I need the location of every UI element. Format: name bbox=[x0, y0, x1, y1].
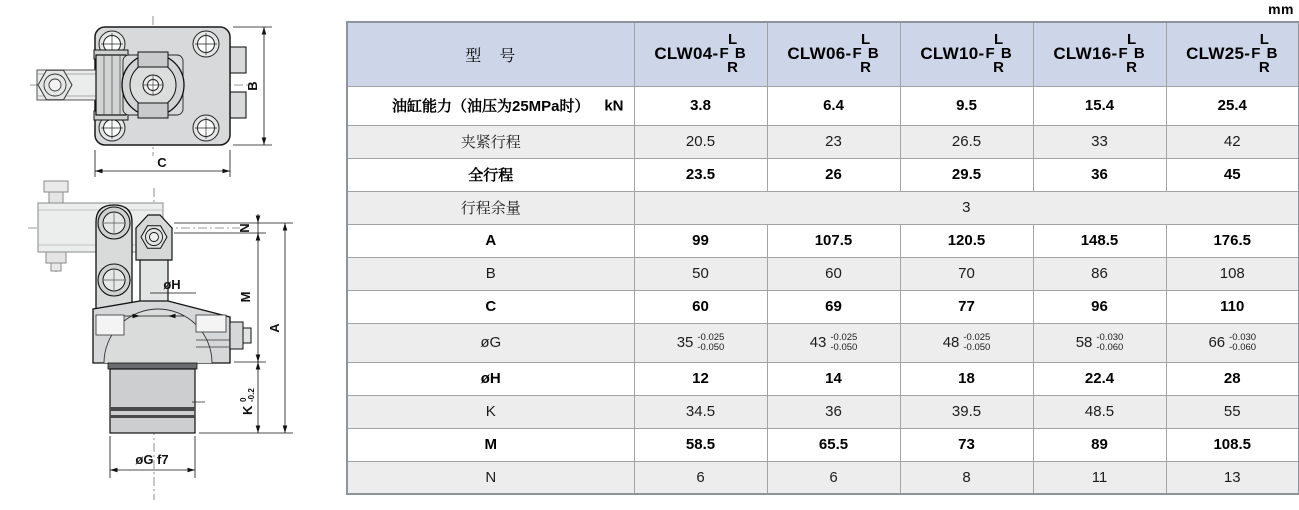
spec-row-label: N bbox=[347, 461, 634, 494]
spec-value: 50 bbox=[634, 257, 767, 290]
spec-value: 35 -0.025 -0.050 bbox=[634, 323, 767, 362]
bolt-hole bbox=[193, 31, 219, 57]
spec-value: 18 bbox=[900, 362, 1033, 395]
spec-value: 3.8 bbox=[634, 86, 767, 125]
spec-value: 148.5 bbox=[1033, 224, 1166, 257]
spec-value: 120.5 bbox=[900, 224, 1033, 257]
spec-value: 69 bbox=[767, 290, 900, 323]
model-header bbox=[634, 22, 767, 86]
model-variant-stack: L F B R bbox=[985, 31, 1013, 77]
spec-value: 26.5 bbox=[900, 125, 1033, 158]
dimension-k bbox=[256, 362, 261, 433]
spigot-cylinder bbox=[108, 363, 205, 433]
spec-value: 11 bbox=[1033, 461, 1166, 494]
spec-value: 55 bbox=[1166, 395, 1299, 428]
spec-value: 43 -0.025 -0.050 bbox=[767, 323, 900, 362]
table-row bbox=[347, 461, 1299, 494]
table-row bbox=[347, 395, 1299, 428]
bolt-hole bbox=[193, 115, 219, 141]
port bbox=[230, 92, 246, 118]
spec-row-label: 油缸能力（油压为25MPa时） kN bbox=[347, 86, 634, 125]
dim-k-tol-lower: -0.2 bbox=[247, 388, 256, 402]
spec-value: 9.5 bbox=[900, 86, 1033, 125]
table-row bbox=[347, 323, 1299, 362]
spec-value: 22.4 bbox=[1033, 362, 1166, 395]
spec-value: 23.5 bbox=[634, 158, 767, 191]
table-row bbox=[347, 428, 1299, 461]
spec-value: 58 -0.030 -0.060 bbox=[1033, 323, 1166, 362]
table-row bbox=[347, 362, 1299, 395]
spec-row-label: M bbox=[347, 428, 634, 461]
spec-value: 23 bbox=[767, 125, 900, 158]
spec-value: 108.5 bbox=[1166, 428, 1299, 461]
spec-value: 14 bbox=[767, 362, 900, 395]
spec-row-label: C bbox=[347, 290, 634, 323]
spec-row-label: 行程余量 bbox=[347, 191, 634, 224]
spec-value: 42 bbox=[1166, 125, 1299, 158]
model-prefix: CLW06- bbox=[787, 44, 852, 64]
spec-row-unit: kN bbox=[604, 97, 624, 114]
table-row bbox=[347, 158, 1299, 191]
spec-value: 70 bbox=[900, 257, 1033, 290]
spec-table-body bbox=[347, 86, 1299, 494]
spec-value: 96 bbox=[1033, 290, 1166, 323]
dim-g-label: øG f7 bbox=[135, 452, 169, 467]
spec-value: 6.4 bbox=[767, 86, 900, 125]
model-variant-stack: L F B R bbox=[719, 31, 747, 77]
spec-row-label: øH bbox=[347, 362, 634, 395]
spec-value: 110 bbox=[1166, 290, 1299, 323]
spec-row-label: B bbox=[347, 257, 634, 290]
spec-value: 48 -0.025 -0.050 bbox=[900, 323, 1033, 362]
spec-value: 6 bbox=[634, 461, 767, 494]
spec-value: 6 bbox=[767, 461, 900, 494]
spec-value: 29.5 bbox=[900, 158, 1033, 191]
model-variant-stack: L F B R bbox=[1118, 31, 1146, 77]
table-row bbox=[347, 191, 1299, 224]
spec-value: 34.5 bbox=[634, 395, 767, 428]
dim-h-label: øH bbox=[163, 277, 181, 292]
spec-row-label: øG bbox=[347, 323, 634, 362]
table-row bbox=[347, 257, 1299, 290]
spec-value: 176.5 bbox=[1166, 224, 1299, 257]
spec-row-label: 全行程 bbox=[347, 158, 634, 191]
spec-value: 15.4 bbox=[1033, 86, 1166, 125]
dim-a-label: A bbox=[267, 323, 282, 333]
spec-value: 86 bbox=[1033, 257, 1166, 290]
spec-value: 77 bbox=[900, 290, 1033, 323]
spec-value: 36 bbox=[1033, 158, 1166, 191]
dim-m-label: M bbox=[238, 291, 253, 303]
dim-k-tol-upper: 0 bbox=[239, 397, 248, 402]
cylinder-body bbox=[93, 301, 251, 363]
model-prefix: CLW04- bbox=[654, 44, 719, 64]
dim-c-label: C bbox=[157, 155, 167, 170]
side-view-drawing bbox=[0, 180, 310, 510]
spec-value: 89 bbox=[1033, 428, 1166, 461]
clamp-arm bbox=[37, 70, 99, 100]
spec-value: 99 bbox=[634, 224, 767, 257]
spec-value: 60 bbox=[634, 290, 767, 323]
spec-value: 8 bbox=[900, 461, 1033, 494]
model-header bbox=[767, 22, 900, 86]
spec-value: 20.5 bbox=[634, 125, 767, 158]
spec-value: 36 bbox=[767, 395, 900, 428]
table-row bbox=[347, 290, 1299, 323]
model-variant-stack: L F B R bbox=[1251, 31, 1279, 77]
spec-row-label: A bbox=[347, 224, 634, 257]
dimension-a bbox=[283, 223, 288, 433]
table-row bbox=[347, 125, 1299, 158]
model-header bbox=[1166, 22, 1299, 86]
table-row bbox=[347, 86, 1299, 125]
type-header: 型 号 bbox=[347, 22, 634, 86]
dim-n-label: N bbox=[237, 223, 252, 233]
spec-value: 12 bbox=[634, 362, 767, 395]
unit-label: mm bbox=[1268, 1, 1294, 17]
spec-value: 33 bbox=[1033, 125, 1166, 158]
central-boss bbox=[122, 52, 184, 118]
spec-value: 13 bbox=[1166, 461, 1299, 494]
top-view-drawing bbox=[0, 0, 300, 180]
table-row bbox=[347, 224, 1299, 257]
spec-value: 58.5 bbox=[634, 428, 767, 461]
spec-value: 39.5 bbox=[900, 395, 1033, 428]
dim-b-label: B bbox=[245, 81, 260, 91]
spec-value: 45 bbox=[1166, 158, 1299, 191]
spec-value: 65.5 bbox=[767, 428, 900, 461]
model-variant-stack: L F B R bbox=[852, 31, 880, 77]
spec-value: 48.5 bbox=[1033, 395, 1166, 428]
port bbox=[230, 47, 246, 73]
spec-value: 66 -0.030 -0.060 bbox=[1166, 323, 1299, 362]
spec-value: 25.4 bbox=[1166, 86, 1299, 125]
spec-row-label: K bbox=[347, 395, 634, 428]
header-row bbox=[347, 22, 1299, 86]
dimension-m bbox=[256, 233, 261, 362]
spec-value: 60 bbox=[767, 257, 900, 290]
spec-value: 26 bbox=[767, 158, 900, 191]
model-header bbox=[900, 22, 1033, 86]
model-prefix: CLW10- bbox=[920, 44, 985, 64]
spec-row-label: 夹紧行程 bbox=[347, 125, 634, 158]
model-header bbox=[1033, 22, 1166, 86]
spec-value: 28 bbox=[1166, 362, 1299, 395]
model-prefix: CLW25- bbox=[1186, 44, 1251, 64]
spec-value: 108 bbox=[1166, 257, 1299, 290]
spec-table bbox=[346, 21, 1299, 495]
model-prefix: CLW16- bbox=[1053, 44, 1118, 64]
spec-value-merged: 3 bbox=[634, 191, 1299, 224]
spec-value: 73 bbox=[900, 428, 1033, 461]
dim-k-label: K bbox=[240, 405, 255, 415]
spec-value: 107.5 bbox=[767, 224, 900, 257]
